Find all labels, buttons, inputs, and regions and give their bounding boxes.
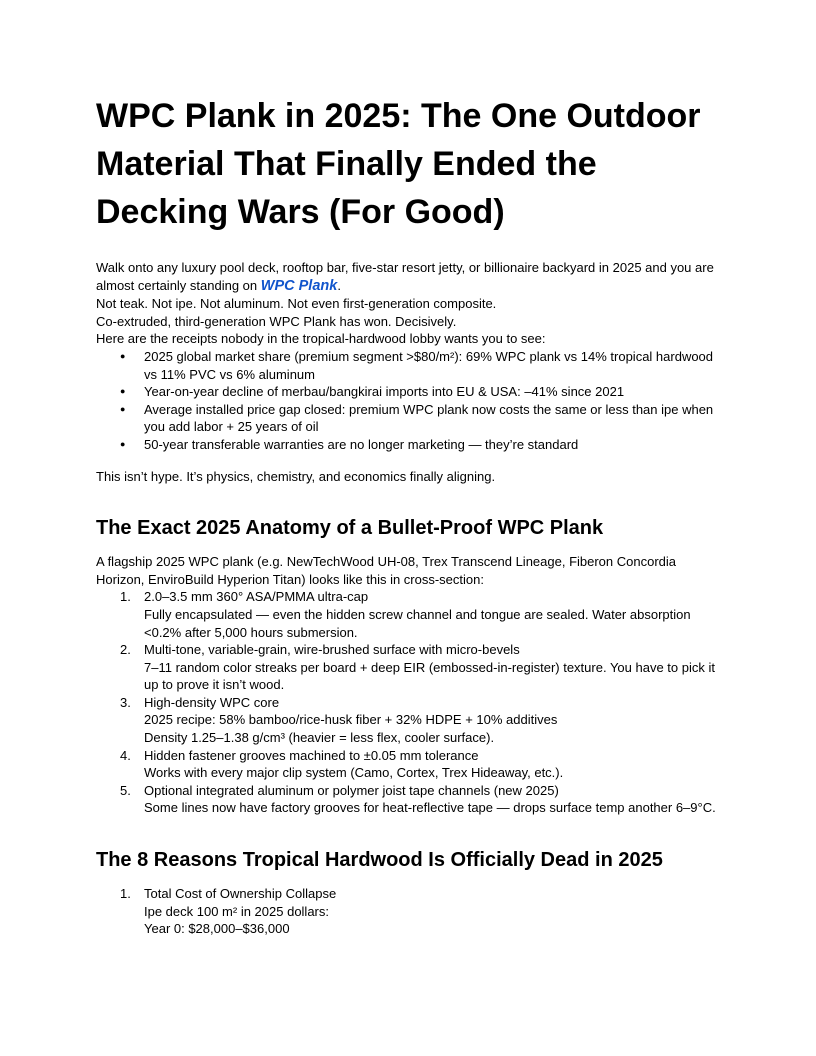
list-item — [96, 641, 726, 694]
item-title: Multi-tone, variable-grain, wire-brushed surface with micro-bevels — [144, 642, 520, 658]
list-number: 4. — [120, 747, 131, 763]
item-detail: Ipe deck 100 m² in 2025 dollars: — [144, 903, 329, 919]
item-title: Total Cost of Ownership Collapse — [144, 886, 337, 902]
item-detail: Works with every major clip system (Camo, Cortex, Trex Hideaway, etc.). — [144, 765, 564, 781]
list-number: 1. — [120, 589, 131, 605]
list-item — [96, 588, 726, 641]
item-detail: Density 1.25–1.38 g/cm³ (heavier = less flex, cooler surface). — [144, 730, 495, 746]
item-title: High-density WPC core — [144, 694, 280, 710]
item-detail: Some lines now have factory grooves for heat-reflective tape — drops surface temp another 6–9°C. — [144, 800, 716, 816]
list-item — [96, 782, 726, 817]
list-number: 1. — [120, 886, 131, 902]
intro-lead-end: . — [337, 277, 341, 293]
item-title: Hidden fastener grooves machined to ±0.05 mm tolerance — [144, 747, 479, 763]
list-item: ● 50-year transferable warranties are no longer marketing — they’re standard — [96, 436, 726, 454]
intro-paragraph — [96, 259, 726, 295]
list-item: ● Year-on-year decline of merbau/bangkirai imports into EU & USA: –41% since 2021 — [96, 383, 726, 401]
intro-closing: This isn’t hype. It’s physics, chemistry, and economics finally aligning. — [96, 468, 496, 484]
item-detail: 2025 recipe: 58% bamboo/rice-husk fiber + 32% HDPE + 10% additives — [144, 712, 558, 728]
item-title: 2.0–3.5 mm 360° ASA/PMMA ultra-cap — [144, 589, 369, 605]
intro-lead: Walk onto any luxury pool deck, rooftop bar, five-star resort jetty, or billionaire backyard in 2025 and you are almost certainly standing on — [96, 260, 714, 293]
list-number: 3. — [120, 694, 131, 710]
list-number: 5. — [120, 782, 131, 798]
list-item — [96, 885, 726, 938]
receipts-list — [96, 348, 726, 454]
list-item: ● Average installed price gap closed: premium WPC plank now costs the same or less than ipe when you add labor + 25 years of oil — [96, 401, 726, 436]
section-heading-anatomy: The Exact 2025 Anatomy of a Bullet-Proof WPC Plank — [96, 517, 604, 540]
item-detail: 7–11 random color streaks per board + deep EIR (embossed-in-register) texture. You have to pick it up to prove it isn’t wood. — [144, 659, 715, 693]
list-item — [96, 747, 726, 782]
intro-line: Co-extruded, third-generation WPC Plank has won. Decisively. — [96, 313, 457, 329]
section-lead: A flagship 2025 WPC plank (e.g. NewTechWood UH-08, Trex Transcend Lineage, Fiberon Concordia Horizon, EnviroBuild Hyperion Titan) looks like this in cross-section: — [96, 554, 677, 587]
anatomy-list — [96, 588, 726, 817]
section-heading-reasons: The 8 Reasons Tropical Hardwood Is Officially Dead in 2025 — [96, 849, 663, 872]
page-title: WPC Plank in 2025: The One Outdoor Material That Finally Ended the Decking Wars (For Good) — [96, 97, 701, 231]
document-content — [96, 92, 726, 938]
reasons-list — [96, 885, 726, 938]
list-item — [96, 694, 726, 747]
item-title: Optional integrated aluminum or polymer joist tape channels (new 2025) — [144, 782, 559, 798]
intro-line: Here are the receipts nobody in the tropical-hardwood lobby wants you to see: — [96, 331, 546, 347]
list-item: ● 2025 global market share (premium segment >$80/m²): 69% WPC plank vs 14% tropical hardwood vs 11% PVC vs 6% aluminum — [96, 348, 726, 383]
wpc-plank-link[interactable]: WPC Plank — [260, 277, 338, 294]
item-detail: Year 0: $28,000–$36,000 — [144, 921, 290, 937]
list-number: 2. — [120, 642, 131, 658]
item-detail: Fully encapsulated — even the hidden screw channel and tongue are sealed. Water absorption <0.2% after 5,000 hours submersion. — [144, 606, 691, 640]
intro-line: Not teak. Not ipe. Not aluminum. Not even first-generation composite. — [96, 296, 497, 312]
